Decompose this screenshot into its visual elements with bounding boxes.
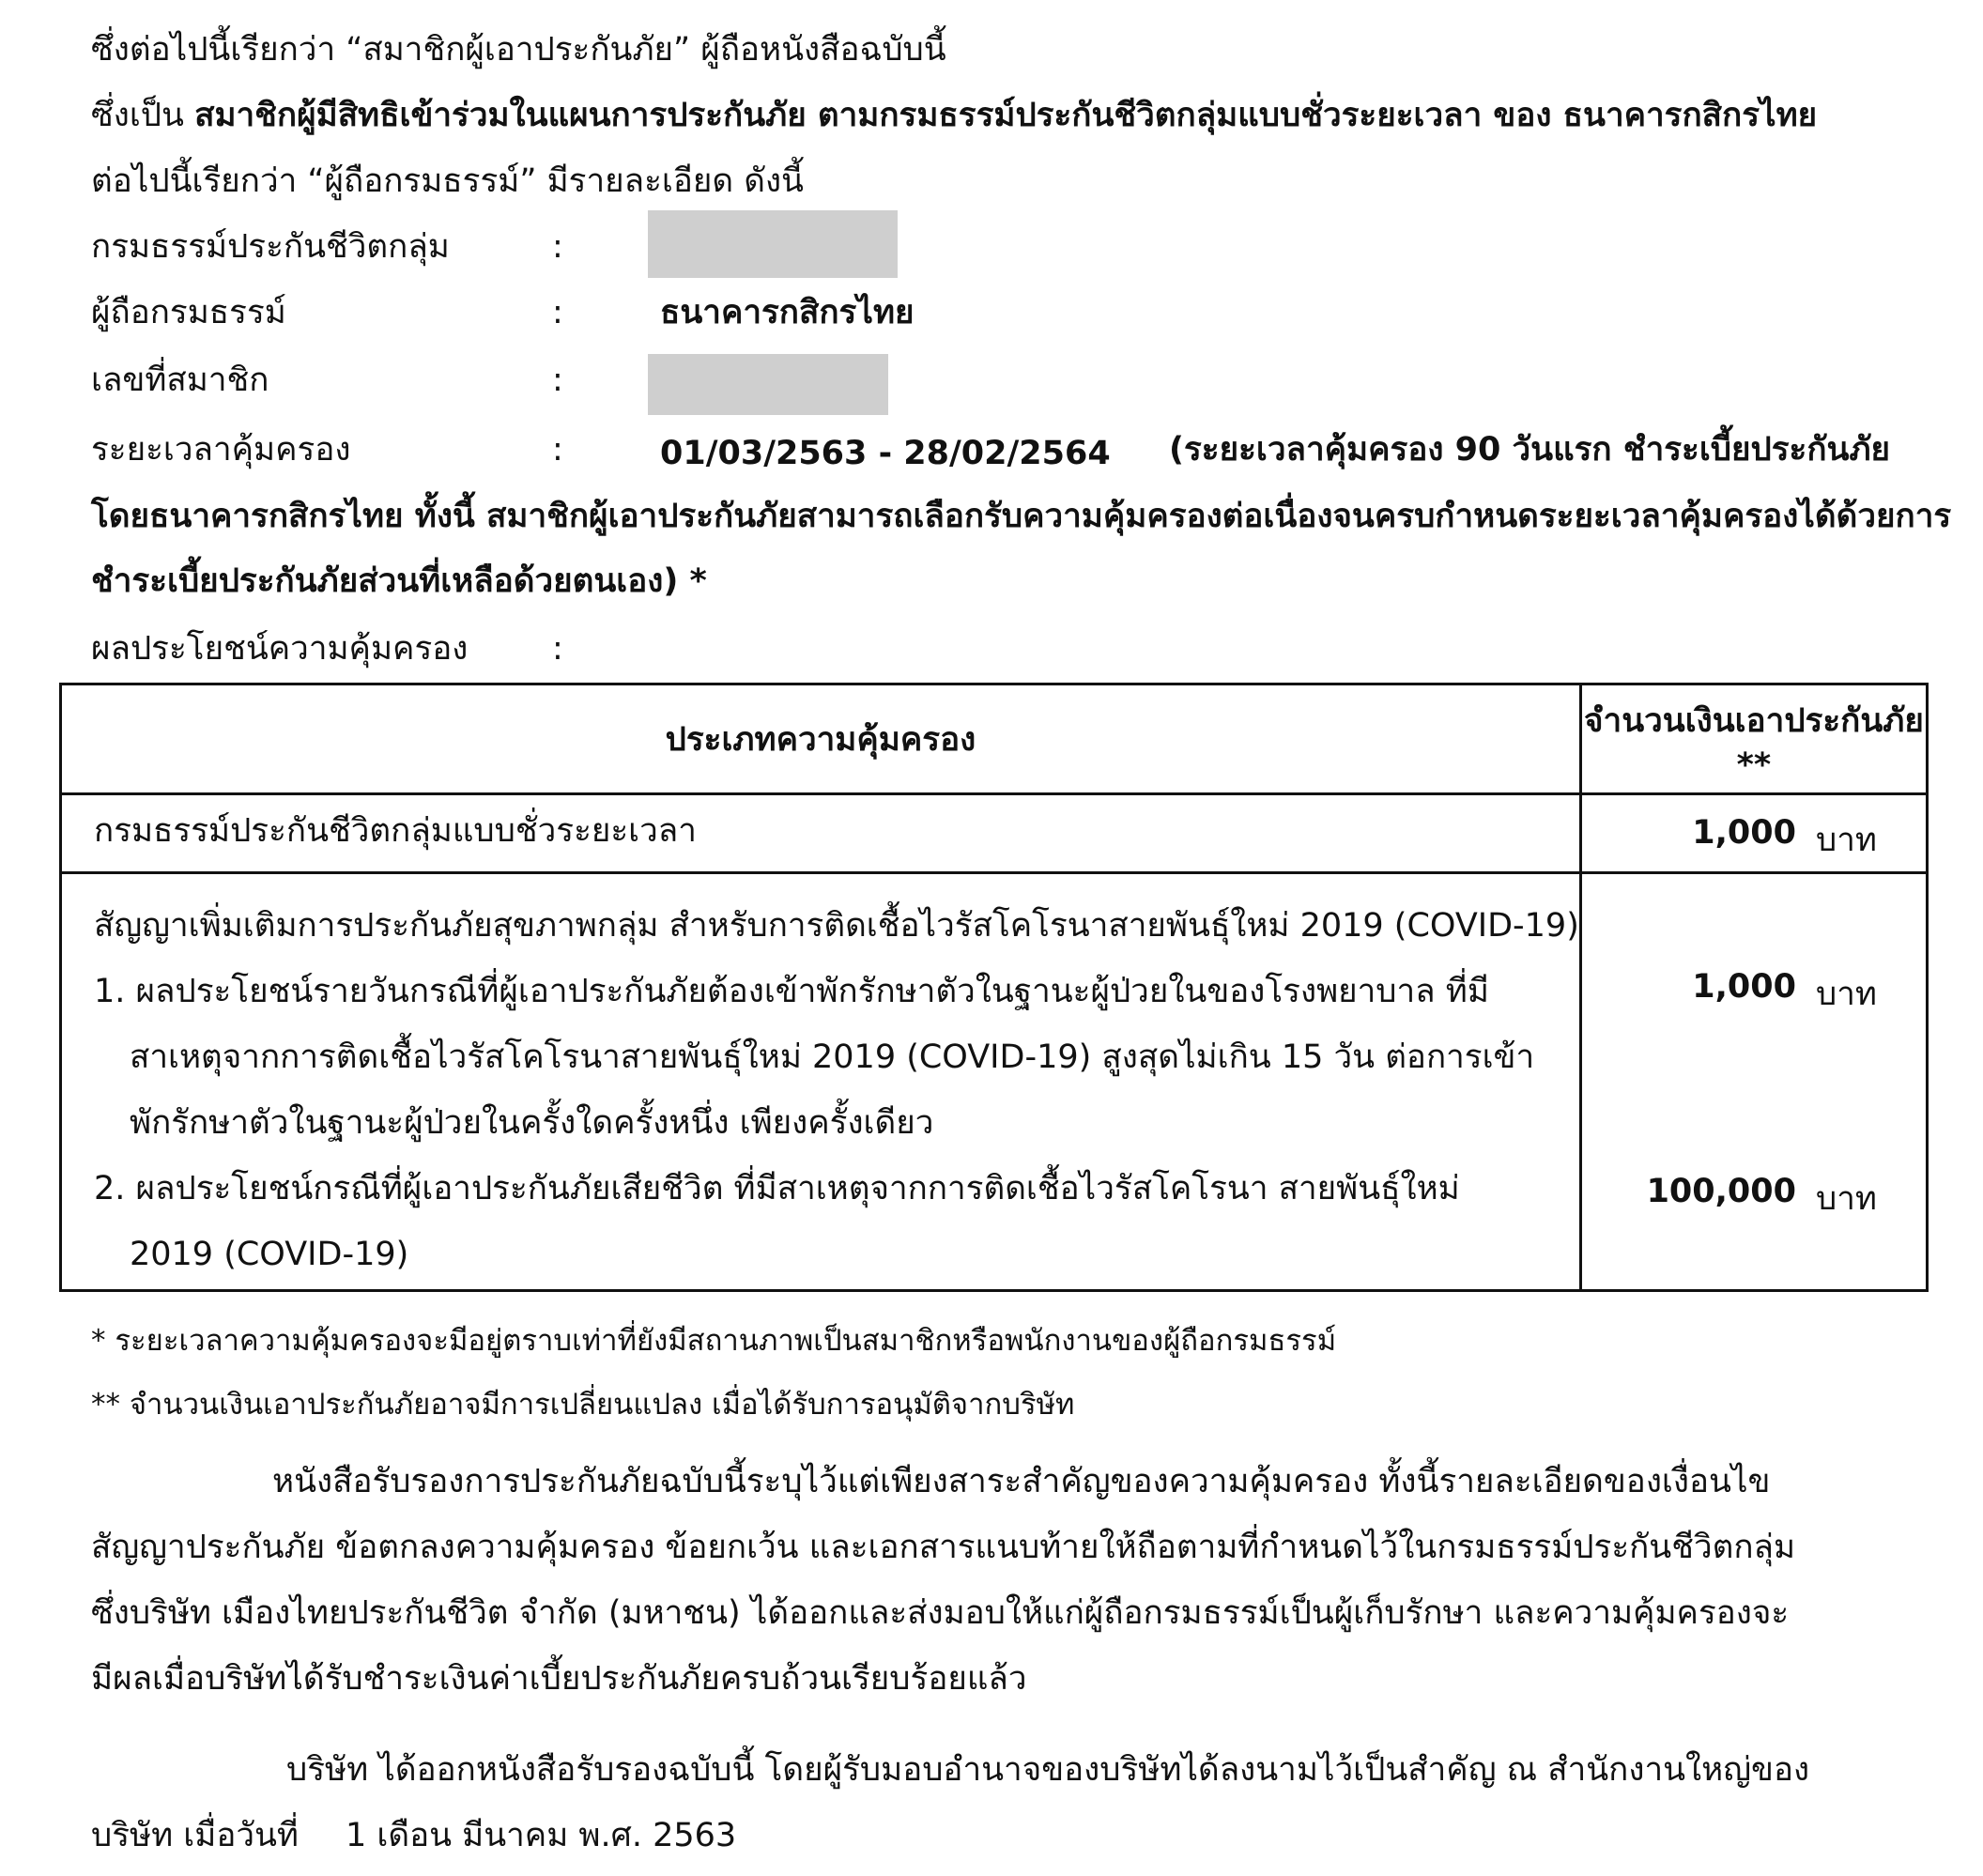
row2-title: สัญญาเพิ่มเติมการประกันภัยสุขภาพกลุ่ม สำหรับการติดเชื้อไวรัสโคโรนาสายพันธุ์ใหม่ 2019 (COVID-19) [94, 907, 1579, 945]
period-note-1: (ระยะเวลาคุ้มครอง 90 วันแรก ชำระเบี้ยประกันภัย [1169, 431, 1891, 469]
para2-line1: บริษัท ได้ออกหนังสือรับรองฉบับนี้ โดยผู้รับมอบอำนาจของบริษัทได้ลงนามไว้เป็นสำคัญ ณ สำนักงานใหญ่ของ [286, 1751, 1810, 1789]
member-label: เลขที่สมาชิก [91, 361, 269, 399]
intro-line-3: ต่อไปนี้เรียกว่า “ผู้ถือกรมธรรม์” มีรายละเอียด ดังนี้ [91, 162, 804, 200]
item2-line1: 2. ผลประโยชน์กรณีที่ผู้เอาประกันภัยเสียชีวิต ที่มีสาเหตุจากการติดเชื้อไวรัสโคโรนา สายพันธุ์ใหม่ [94, 1170, 1460, 1207]
issue-date: 1 เดือน มีนาคม พ.ศ. 2563 [346, 1817, 737, 1854]
para1-line4: มีผลเมื่อบริษัทได้รับชำระเงินค่าเบี้ยประกันภัยครบถ้วนเรียบร้อยแล้ว [91, 1660, 1027, 1698]
period-colon: : [552, 431, 563, 469]
header-sum-insured: จำนวนเงินเอาประกันภัย ** [1580, 684, 1927, 794]
table-row [61, 873, 1928, 1291]
holder-colon: : [552, 294, 563, 331]
footnote-1: * ระยะเวลาความคุ้มครองจะมีอยู่ตราบเท่าที่ยังมีสถานภาพเป็นสมาชิกหรือพนักงานของผู้ถือกรมธรรม์ [91, 1324, 1337, 1358]
policy-label: กรมธรรม์ประกันชีวิตกลุ่ม [91, 228, 450, 266]
redacted-policy-number [648, 210, 898, 278]
benefit-label: ผลประโยชน์ความคุ้มครอง [91, 630, 469, 668]
para2-line2 [91, 1803, 736, 1868]
item1-amount: 1,000 [1692, 968, 1796, 1006]
period-note-2: โดยธนาคารกสิกรไทย ทั้งนี้ สมาชิกผู้เอาประกันภัยสามารถเลือกรับความคุ้มครองต่อเนื่องจนครบกำหนดระยะเวลาคุ้มครองได้ด้วยการ [91, 498, 1952, 535]
period-value: 01/03/2563 - 28/02/2564 [660, 435, 1111, 472]
table-header-row [61, 684, 1928, 794]
row2-type-cell [61, 873, 1581, 1291]
item1-line2: สาเหตุจากการติดเชื้อไวรัสโคโรนาสายพันธุ์ใหม่ 2019 (COVID-19) สูงสุดไม่เกิน 15 วัน ต่อการเข้า [130, 1038, 1535, 1076]
row1-type-cell [61, 794, 1581, 873]
item2-amount: 100,000 [1646, 1173, 1796, 1210]
intro-line-1: ซึ่งต่อไปนี้เรียกว่า “สมาชิกผู้เอาประกันภัย” ผู้ถือหนังสือฉบับนี้ [91, 31, 946, 69]
coverage-table [59, 683, 1929, 1292]
item1-line1: 1. ผลประโยชน์รายวันกรณีที่ผู้เอาประกันภัยต้องเข้าพักรักษาตัวในฐานะผู้ป่วยในของโรงพยาบาล ที่มี [94, 973, 1489, 1010]
row1-amount-cell [1580, 794, 1927, 873]
item1-unit: บาท [1816, 976, 1877, 1013]
footnote-2: ** จำนวนเงินเอาประกันภัยอาจมีการเปลี่ยนแปลง เมื่อได้รับการอนุมัติจากบริษัท [91, 1388, 1075, 1422]
table-row [61, 794, 1928, 873]
holder-label: ผู้ถือกรมธรรม์ [91, 294, 286, 331]
row1-text: กรมธรรม์ประกันชีวิตกลุ่มแบบชั่วระยะเวลา [94, 812, 697, 850]
para1-line2: สัญญาประกันภัย ข้อตกลงความคุ้มครอง ข้อยกเว้น และเอกสารแนบท้ายให้ถือตามที่กำหนดไว้ในกรมธรรม์ประกันชีวิตกลุ่ม [91, 1529, 1796, 1566]
intro-line-2-bold: สมาชิกผู้มีสิทธิเข้าร่วมในแผนการประกันภัย ตามกรมธรรม์ประกันชีวิตกลุ่มแบบชั่วระยะเวลา ของ ธนาคารกสิกรไทย [194, 97, 1818, 134]
row1-amount: 1,000 [1692, 814, 1796, 852]
row1-unit: บาท [1816, 822, 1877, 859]
row2-amount-cell [1580, 873, 1927, 1291]
para1-line3: ซึ่งบริษัท เมืองไทยประกันชีวิต จำกัด (มหาชน) ได้ออกและส่งมอบให้แก่ผู้ถือกรมธรรม์เป็นผู้เก็บรักษา และความคุ้มครองจะ [91, 1594, 1790, 1632]
period-note-3: ชำระเบี้ยประกันภัยส่วนที่เหลือด้วยตนเอง) * [91, 562, 707, 600]
item1-line3: พักรักษาตัวในฐานะผู้ป่วยในครั้งใดครั้งหนึ่ง เพียงครั้งเดียว [130, 1104, 934, 1142]
redacted-member-number [648, 354, 888, 415]
item2-line2: 2019 (COVID-19) [130, 1236, 409, 1273]
member-colon: : [552, 361, 563, 399]
holder-value: ธนาคารกสิกรไทย [660, 294, 915, 331]
policy-colon: : [552, 228, 563, 266]
intro-line-2 [91, 92, 1817, 139]
para1-line1: หนังสือรับรองการประกันภัยฉบับนี้ระบุไว้แต่เพียงสาระสำคัญของความคุ้มครอง ทั้งนี้รายละเอียดของเงื่อนไข [272, 1463, 1771, 1500]
header-coverage-type: ประเภทความคุ้มครอง [61, 684, 1581, 794]
benefit-colon: : [552, 630, 563, 668]
item2-unit: บาท [1816, 1180, 1877, 1218]
period-label: ระยะเวลาคุ้มครอง [91, 431, 351, 469]
intro-line-2-prefix: ซึ่งเป็น [91, 97, 195, 134]
para2-prefix: บริษัท เมื่อวันที่ [91, 1817, 299, 1854]
